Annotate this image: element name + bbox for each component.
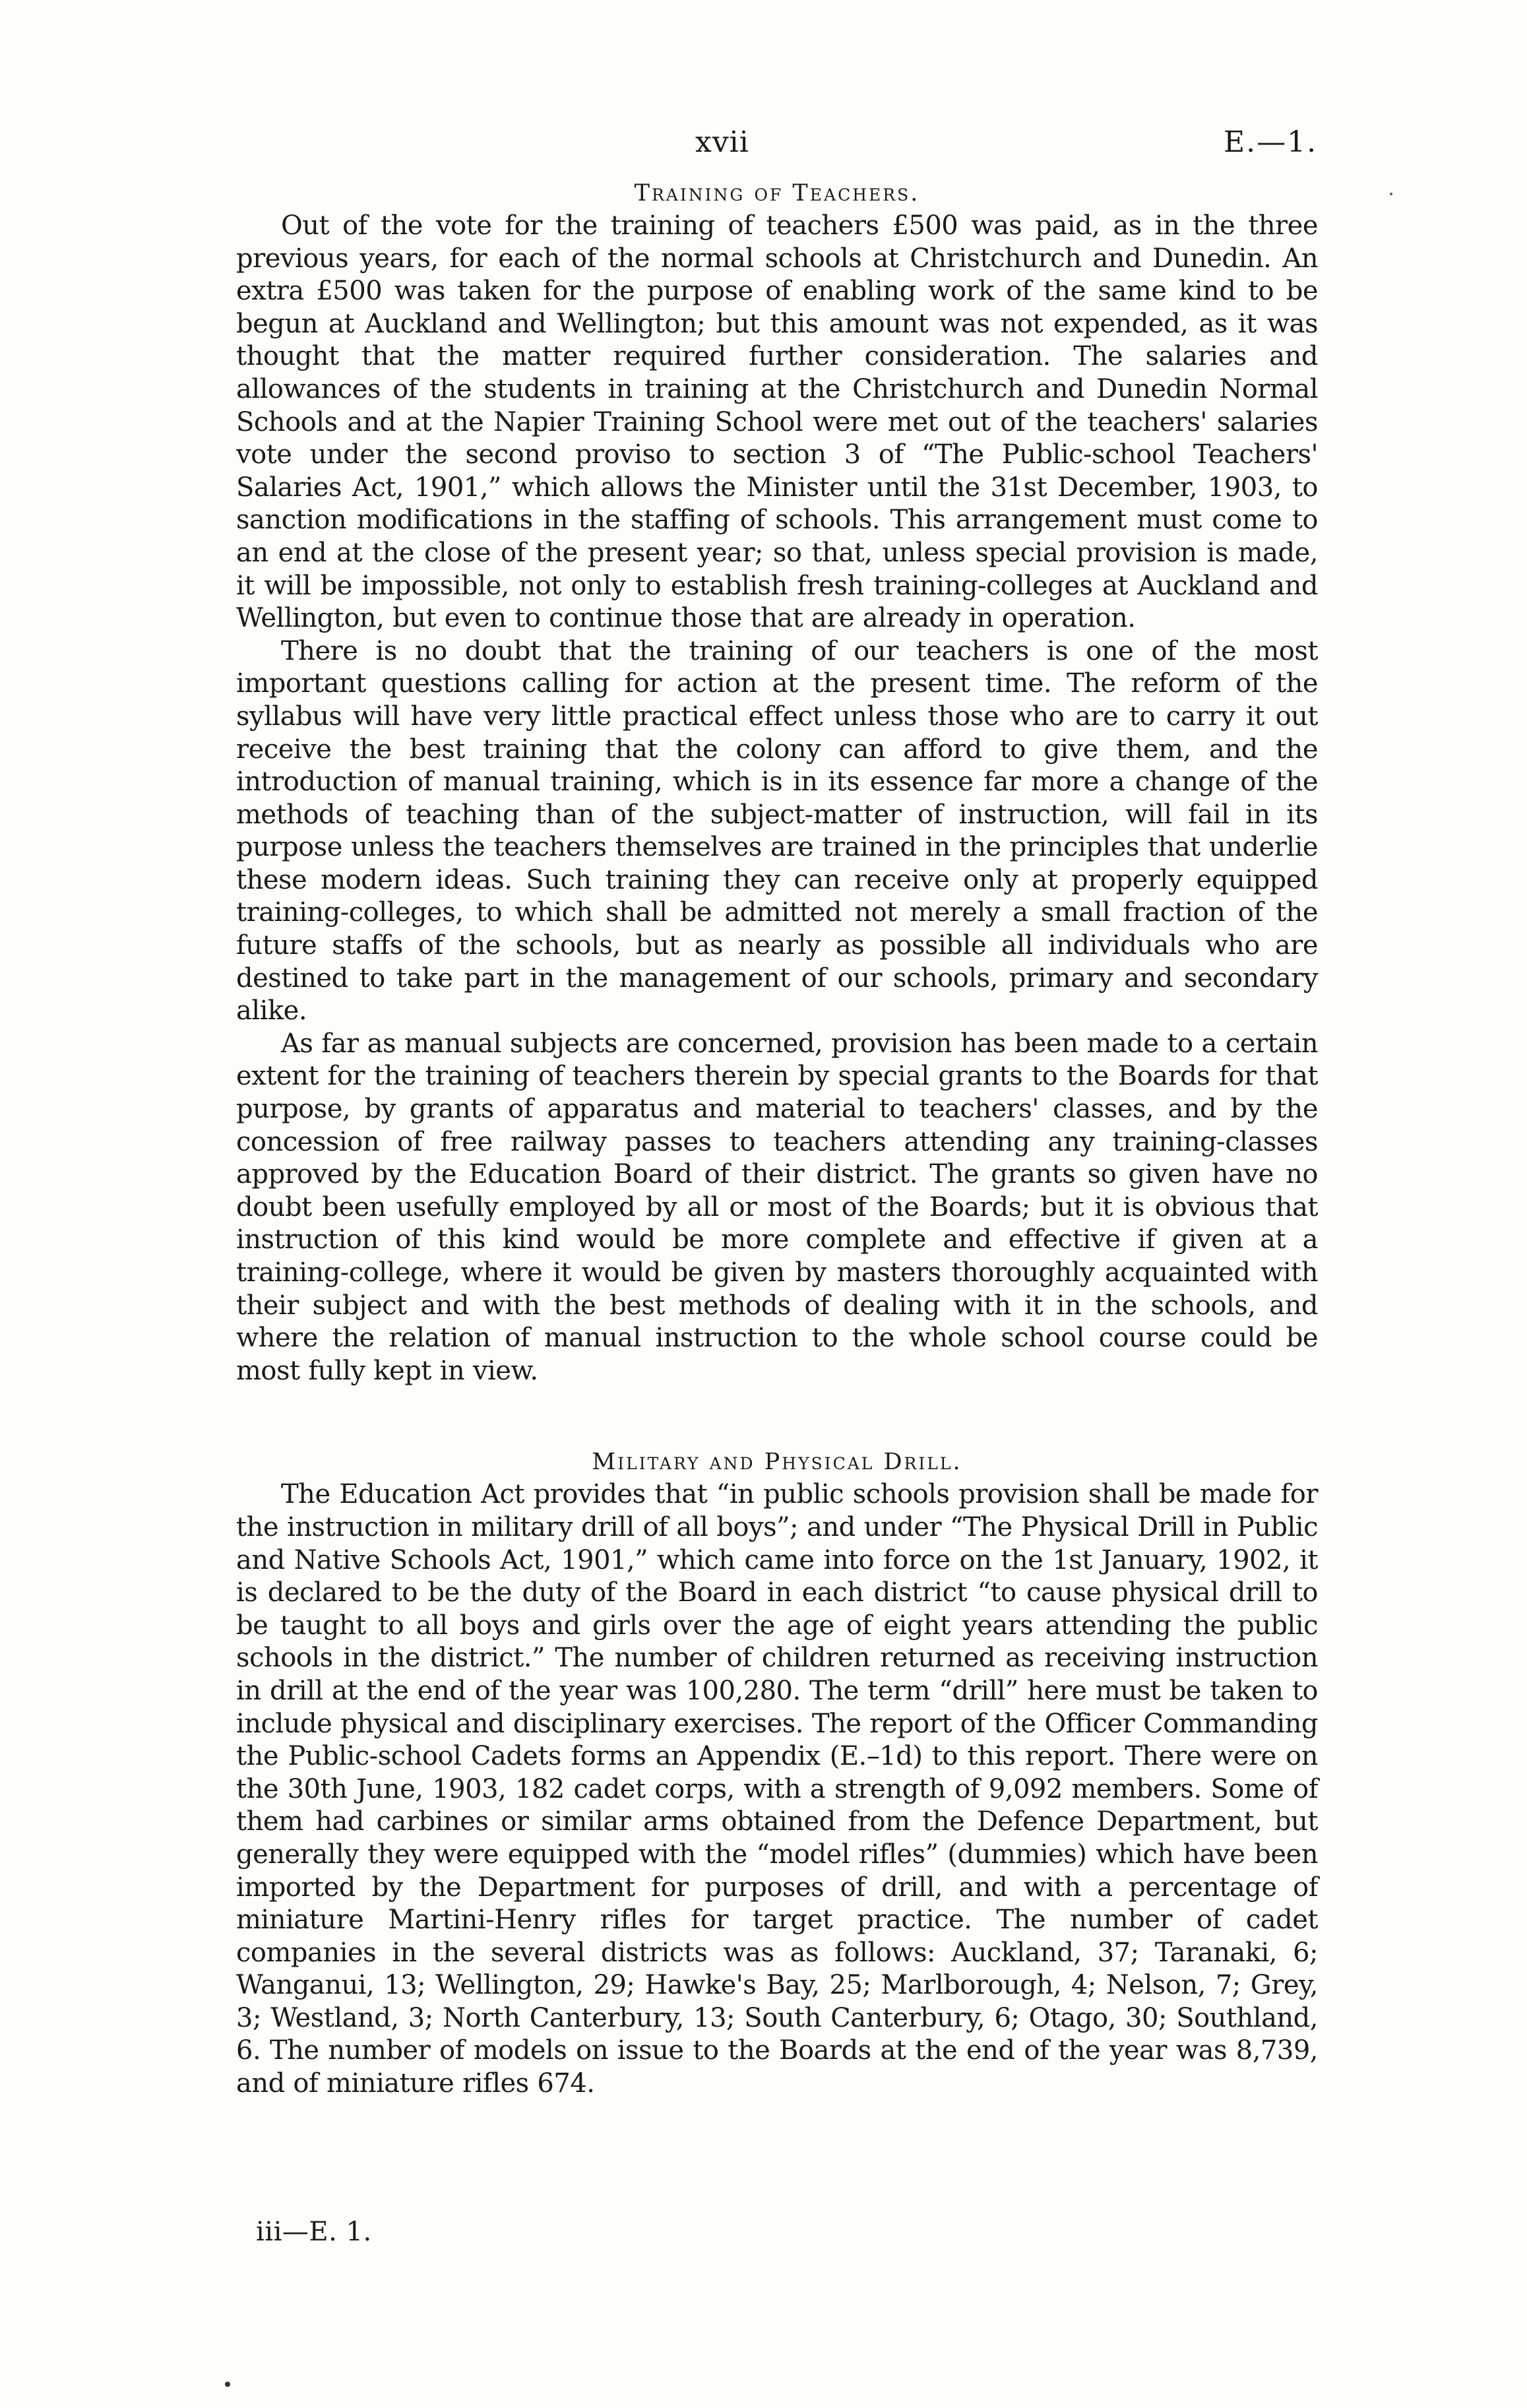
page-number: xvii <box>695 125 749 159</box>
running-header <box>0 125 1527 165</box>
page-body <box>236 177 1318 2101</box>
section-heading-training-of-teachers: Training of Teachers. <box>634 180 920 206</box>
section-heading-military-and-physical-drill: Military and Physical Drill. <box>592 1449 962 1476</box>
print-speck <box>225 2382 230 2387</box>
print-speck <box>1390 193 1392 195</box>
paragraph <box>236 635 1318 1028</box>
paragraph <box>236 1478 1318 2100</box>
document-code: E.—1. <box>1224 125 1318 159</box>
paragraph <box>236 1028 1318 1388</box>
paragraph <box>236 210 1318 635</box>
paragraph-text: There is no doubt that the training of our teachers is one of the most important questions calling for action at the present time. The reform of the syllabus will have very little practical effect unless those who are to carry it out receive the best training that the colony can afford to give them, and the introduction of manual training, which is in its essence far more a change of the methods of teaching than of the subject-matter of instruction, will fail in its purpose unless the teachers themselves are trained in the principles that underlie these modern ideas. Such training they can receive only at properly equipped training-colleges, to which shall be admitted not merely a small fraction of the future staffs of the schools, but as nearly as possible all individuals who are destined to take part in the management of our schools, primary and secondary alike. <box>236 635 1318 1027</box>
signature-mark: iii—E. 1. <box>256 2217 372 2247</box>
paragraph-text: Out of the vote for the training of teachers £500 was paid, as in the three previous years, for each of the normal schools at Christchurch and Dunedin. An extra £500 was taken for the purpose of enabling work of the same kind to be begun at Auckland and Wellington; but this amount was not expended, as it was thought that the matter required further consideration. The salaries and allowances of the students in training at the Christchurch and Dunedin Normal Schools and at the Napier Training School were met out of the teachers' salaries vote under the second proviso to section 3 of “The Public-school Teachers' Salaries Act, 1901,” which allows the Minister until the 31st December, 1903, to sanction modifications in the staffing of schools. This arrangement must come to an end at the close of the present year; so that, unless special provision is made, it will be impossible, not only to establish fresh training-colleges at Auckland and Wellington, but even to continue those that are already in operation. <box>236 210 1318 634</box>
paragraph-text: As far as manual subjects are concerned, provision has been made to a certain extent for the training of teachers therein by special grants to the Boards for that purpose, by grants of apparatus and material to teachers' classes, and by the concession of free railway passes to teachers attending any training-classes approved by the Education Board of their district. The grants so given have no doubt been usefully employed by all or most of the Boards; but it is obvious that instruction of this kind would be more complete and effective if given at a training-college, where it would be given by masters thoroughly acquainted with their subject and with the best methods of dealing with it in the schools, and where the relation of manual instruction to the whole school course could be most fully kept in view. <box>236 1028 1318 1386</box>
paragraph-text: The Education Act provides that “in public schools provision shall be made for the instruction in military drill of all boys”; and under “The Physical Drill in Public and Native Schools Act, 1901,” which came into force on the 1st January, 1902, it is declared to be the duty of the Board in each district “to cause physical drill to be taught to all boys and girls over the age of eight years attending the public schools in the district.” The number of children returned as receiving instruction in drill at the end of the year was 100,280. The term “drill” here must be taken to include physical and disciplinary exercises. The report of the Officer Commanding the Public-school Cadets forms an Appendix (E.–1d) to this report. There were on the 30th June, 1903, 182 cadet corps, with a strength of 9,092 members. Some of them had carbines or similar arms obtained from the Defence Department, but generally they were equipped with the “model rifles” (dummies) which have been imported by the Department for purposes of drill, and with a percentage of miniature Martini-Henry rifles for target practice. The number of cadet companies in the several districts was as follows: Auckland, 37; Taranaki, 6; Wanganui, 13; Wellington, 29; Hawke's Bay, 25; Marlborough, 4; Nelson, 7; Grey, 3; Westland, 3; North Canterbury, 13; South Canterbury, 6; Otago, 30; Southland, 6. The number of models on issue to the Boards at the end of the year was 8,739, and of miniature rifles 674. <box>236 1479 1318 2099</box>
